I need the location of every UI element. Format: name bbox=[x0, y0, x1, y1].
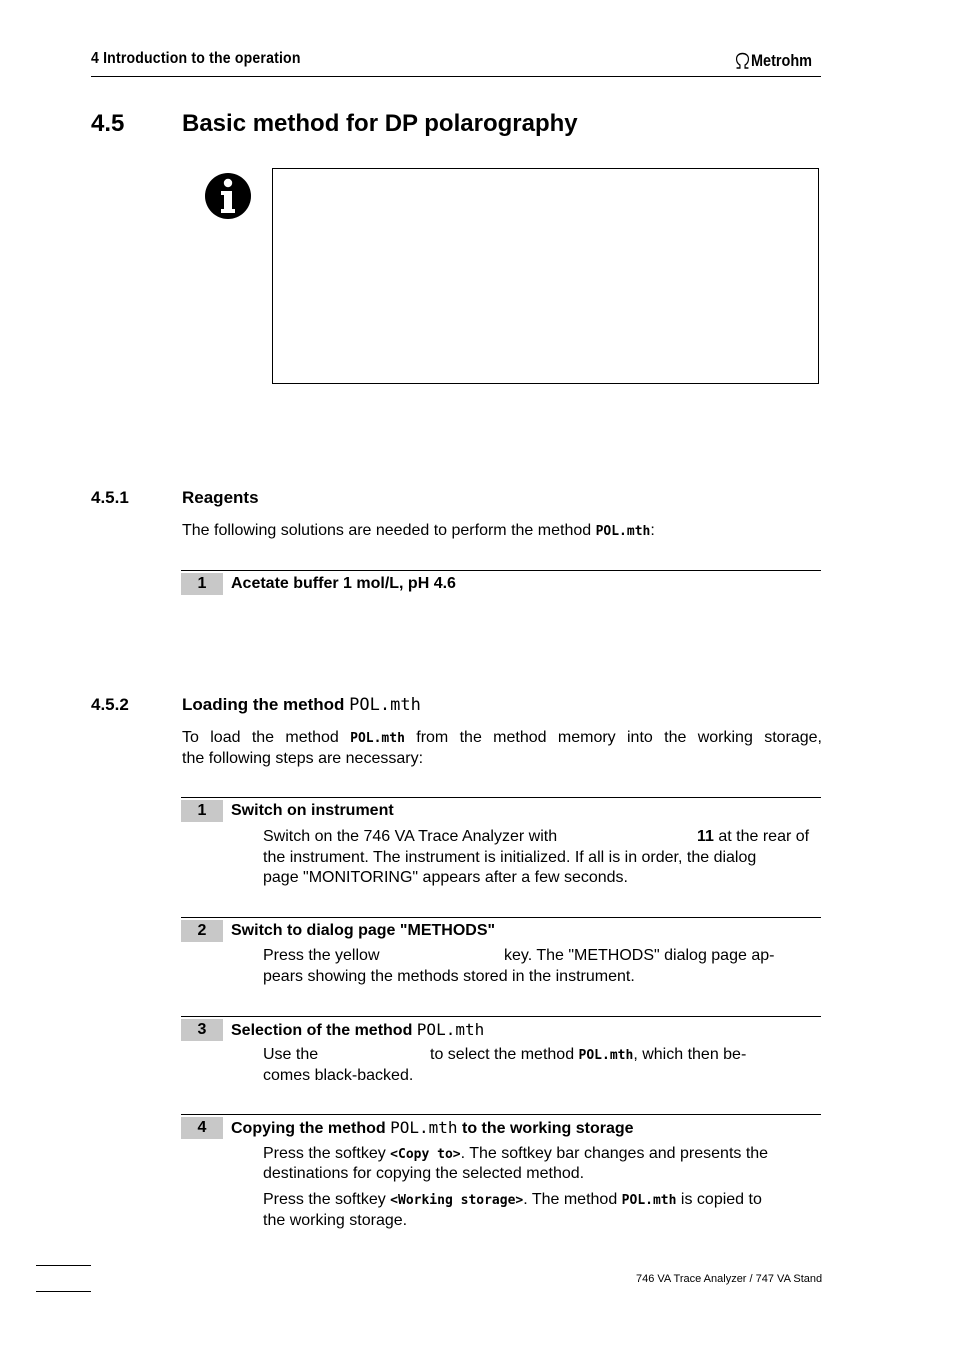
brand-logo bbox=[734, 51, 812, 71]
reagent-number: 1 bbox=[181, 573, 223, 595]
step-text: key. The "METHODS" dialog page ap- bbox=[504, 947, 775, 964]
step-title: Switch to dialog page "METHODS" bbox=[231, 922, 496, 939]
step-title: Switch on instrument bbox=[231, 802, 394, 819]
header-rule bbox=[91, 76, 821, 77]
step-text: to select the method POL.mth, which then be- bbox=[430, 1046, 747, 1063]
step-rule bbox=[181, 1016, 821, 1017]
loading-intro-line1: To load the method POL.mth from the method memory into the working storage, bbox=[182, 729, 823, 746]
step-text: comes black-backed. bbox=[263, 1067, 414, 1084]
subsection-title-loading: Loading the method POL.mth bbox=[182, 695, 421, 715]
step-number: 4 bbox=[181, 1117, 223, 1139]
step-text: pears showing the methods stored in the instrument. bbox=[263, 968, 635, 985]
step-text: Press the softkey <Working storage>. The method POL.mth is copied to bbox=[263, 1191, 762, 1208]
reagent-title: Acetate buffer 1 mol/L, pH 4.6 bbox=[231, 575, 456, 592]
step-title: Selection of the method POL.mth bbox=[231, 1020, 485, 1039]
subsection-number-loading: 4.5.2 bbox=[91, 695, 129, 714]
section-title: Basic method for DP polarography bbox=[182, 110, 578, 137]
step-text: Press the yellow bbox=[263, 947, 380, 964]
step-rule bbox=[181, 917, 821, 918]
running-header-chapter: 4 Introduction to the operation bbox=[91, 50, 301, 67]
step-text: the instrument. The instrument is initialized. If all is in order, the dialog bbox=[263, 849, 757, 866]
loading-intro-line2: the following steps are necessary: bbox=[182, 750, 424, 767]
info-icon bbox=[204, 172, 252, 220]
omega-logo-icon bbox=[734, 52, 751, 70]
step-text: 11 at the rear of bbox=[697, 828, 810, 845]
step-number: 3 bbox=[181, 1019, 223, 1041]
subsection-title-reagents: Reagents bbox=[182, 488, 259, 507]
subsection-number-reagents: 4.5.1 bbox=[91, 488, 129, 507]
step-rule bbox=[181, 797, 821, 798]
step-text: Press the softkey <Copy to>. The softkey bar changes and presents the bbox=[263, 1145, 769, 1162]
step-number: 1 bbox=[181, 800, 223, 822]
section-number: 4.5 bbox=[91, 110, 125, 137]
footer-rule bbox=[36, 1265, 91, 1266]
step-rule bbox=[181, 1114, 821, 1115]
reagents-intro: The following solutions are needed to perform the method POL.mth: bbox=[182, 522, 655, 539]
step-number: 2 bbox=[181, 920, 223, 942]
step-text: page "MONITORING" appears after a few seconds. bbox=[263, 869, 628, 886]
step-text: Use the bbox=[263, 1046, 319, 1063]
step-text: destinations for copying the selected method. bbox=[263, 1165, 585, 1182]
step-text: the working storage. bbox=[263, 1212, 408, 1229]
step-title: Copying the method POL.mth to the working storage bbox=[231, 1118, 634, 1137]
footer-text: 746 VA Trace Analyzer / 747 VA Stand bbox=[636, 1273, 823, 1285]
step-text: Switch on the 746 VA Trace Analyzer with bbox=[263, 828, 558, 845]
note-box bbox=[272, 168, 819, 384]
footer-rule bbox=[36, 1291, 91, 1292]
reagent-rule bbox=[181, 570, 821, 571]
brand-name: Metrohm bbox=[751, 51, 813, 70]
